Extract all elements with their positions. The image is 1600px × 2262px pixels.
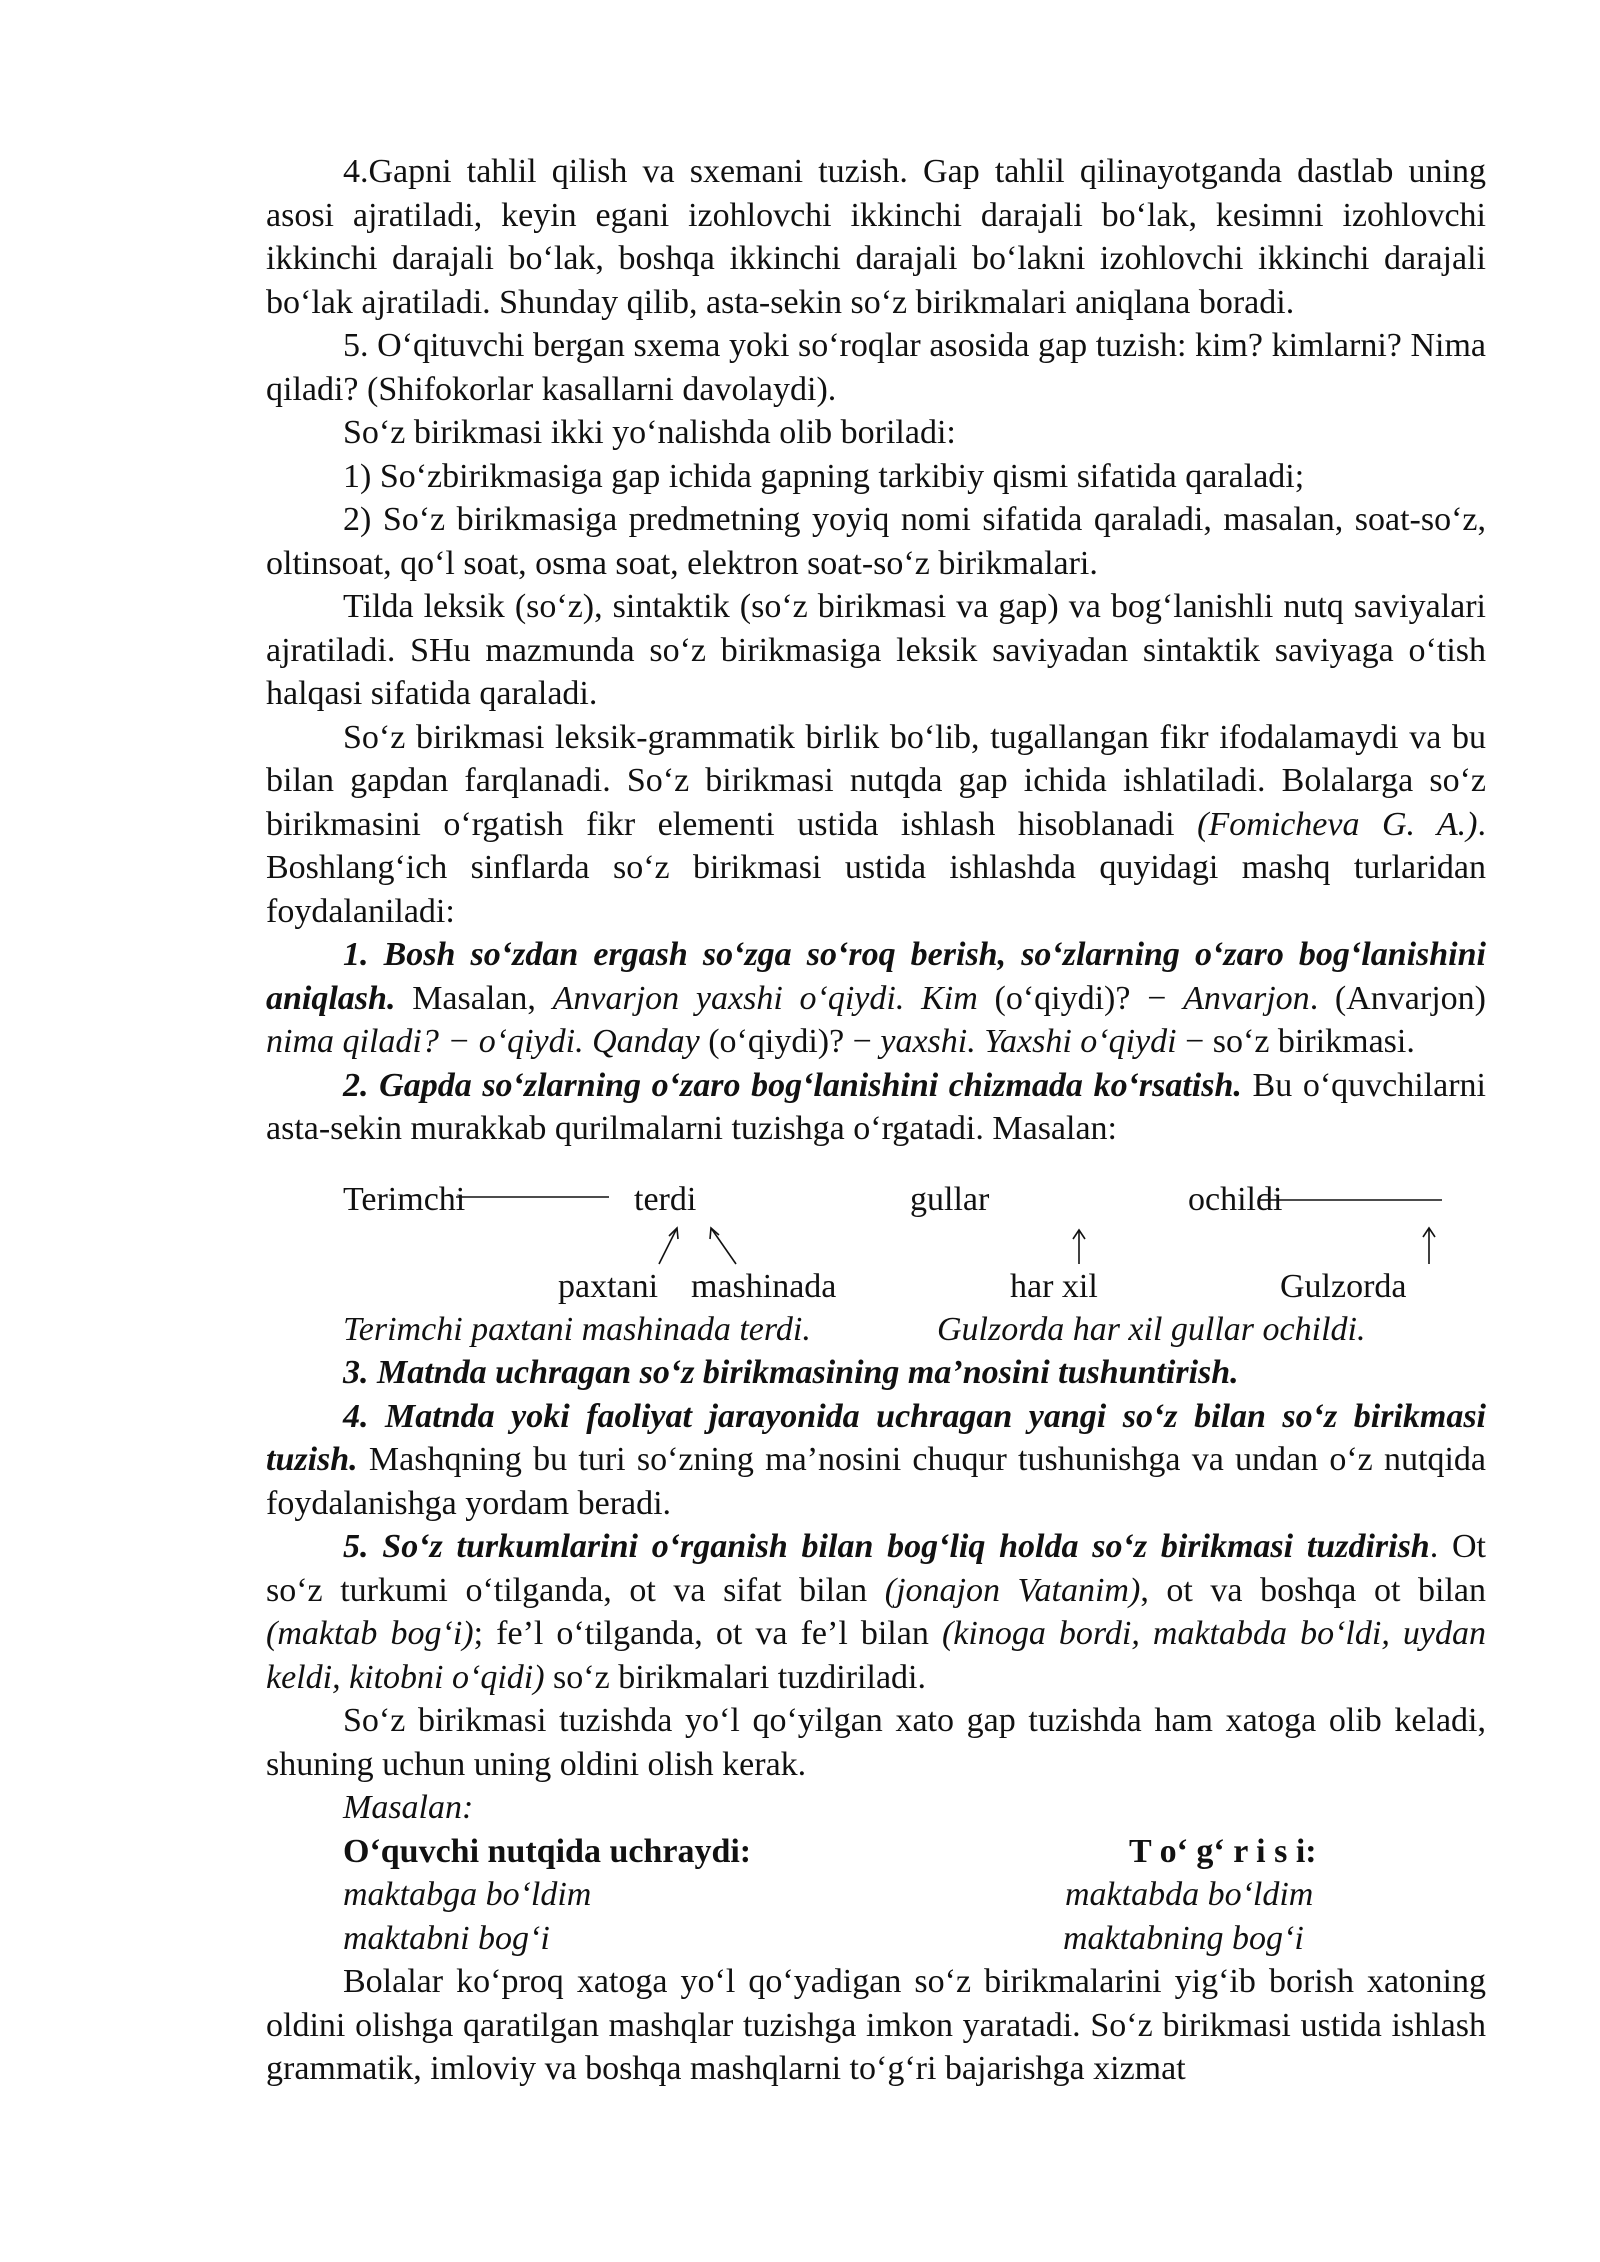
exercise-5-text: ; fe’l o‘tilganda, ot va fe’l bilan [473, 1615, 942, 1652]
paragraph-4: 1) So‘zbirikmasiga gap ichida gapning tarkibiy qismi sifatida qaraladi; [343, 457, 1305, 495]
exercise-4-text: Mashqning bu turi so‘zning ma’nosini chuqur tushunishga va undan o‘z nutqida foydalanishga yordam beradi. [266, 1441, 1486, 1522]
paragraph-1: 4.Gapni tahlil qilish va sxemani tuzish. Gap tahlil qilinayotganda dastlab uning asosi ajratiladi, keyin egani izohlovchi ikkinchi darajali bo‘lak, kesimni izohlovchi ikkinchi darajali bo‘lak, boshqa ikkinchi darajali bo‘lakni izohlovchi ikkinchi darajali bo‘lak ajratiladi. Shunday qilib, asta-sekin so‘z birikmalari aniqlana boradi. [266, 153, 1486, 321]
scheme-word-gulzorda: Gulzorda [1280, 1267, 1407, 1305]
exercise-1-text: − so‘z birikmasi. [1176, 1023, 1415, 1060]
masalan-label: Masalan: [343, 1789, 474, 1826]
scheme-connectors [266, 1178, 1486, 1308]
exercise-5-italic: (jonajon Vatanim) [884, 1571, 1141, 1609]
exercise-1 [266, 933, 1486, 1064]
scheme-word-ochildi: ochildi [1188, 1180, 1283, 1218]
exercise-5-italic: (maktab bog‘i) [266, 1615, 474, 1652]
paragraph-5: 2) So‘z birikmasiga predmetning yoyiq nomi sifatida qaraladi, masalan, soat-so‘z, oltinsoat, qo‘l soat, osma soat, elektron soat-so‘z birikmalari. [266, 501, 1486, 582]
exercise-4-heading: 4. Matnda yoki faoliyat jarayonida uchragan yangi so‘z bilan so‘z birikmasi tuzish. [266, 1397, 1486, 1478]
exercise-2-heading: 2. Gapda so‘zlarning o‘zaro bog‘lanishini chizmada ko‘rsatish. [343, 1066, 1242, 1104]
exercise-1-italic: nima qiladi? − o‘qiydi. Qanday [266, 1023, 700, 1060]
paragraph-2: 5. O‘qituvchi bergan sxema yoki so‘roqlar asosida gap tuzish: kim? kimlarni? Nima qiladi? (Shifokorlar kasallarni davolaydi). [266, 327, 1486, 408]
wrong-form: maktabni bog‘i [343, 1919, 550, 1957]
exercise-1-heading: 1. Bosh so‘zdan ergash so‘zga so‘roq berish, so‘zlarning o‘zaro bog‘lanishini aniqlash. [266, 936, 1486, 1017]
exercise-4 [266, 1395, 1486, 1526]
scheme-word-paxtani: paxtani [558, 1267, 659, 1305]
comparison-row [266, 1873, 1486, 1917]
exercise-5-text: so‘z birikmalari tuzdiriladi. [544, 1658, 926, 1696]
exercise-5 [266, 1525, 1486, 1699]
arrow-mashinada-terdi [711, 1228, 736, 1264]
paragraph-6: Tilda leksik (so‘z), sintaktik (so‘z birikmasi va gap) va bog‘lanishli nutq saviyalari ajratiladi. SHu mazmunda so‘z birikmasiga leksik saviyadan sintaktik saviyaga o‘tish halqasi sifatida qaraladi. [266, 588, 1486, 712]
paragraph-7 [266, 716, 1486, 934]
exercise-1-italic: yaxshi. Yaxshi o‘qiydi [880, 1023, 1177, 1060]
exercise-5-text: . Ot so‘z turkumi o‘tilganda, ot va sifat bilan [266, 1528, 1486, 1609]
comparison-row [266, 1917, 1486, 1961]
exercise-3 [266, 1351, 1486, 1395]
scheme-word-gullar: gullar [910, 1180, 990, 1218]
paragraph-8: So‘z birikmasi tuzishda yo‘l qo‘yilgan xato gap tuzishda ham xatoga olib keladi, shuning uchun uning oldini olish kerak. [266, 1702, 1486, 1783]
scheme-sentences [266, 1308, 1486, 1352]
exercise-2-text: Bu o‘quvchilarni asta-sekin murakkab qurilmalarni tuzishga o‘rgatadi. Masalan: [266, 1066, 1487, 1147]
citation: (Fomicheva G. A.) [1197, 805, 1478, 843]
exercise-1-italic: Anvarjon yaxshi o‘qiydi. Kim [552, 979, 978, 1017]
scheme-word-har-xil: har xil [1010, 1267, 1098, 1305]
wrong-column-header: O‘quvchi nutqida uchraydi: [343, 1832, 752, 1870]
correct-column-header: T o‘ g‘ r i s i: [1129, 1832, 1317, 1870]
arrow-paxtani-terdi [659, 1228, 677, 1264]
scheme-sentence-2: Gulzorda har xil gullar ochildi. [937, 1310, 1366, 1348]
wrong-form: maktabga bo‘ldim [343, 1876, 592, 1913]
exercise-1-text: . (Anvarjon) [1309, 979, 1486, 1017]
exercise-1-text: (o‘qiydi)? − [977, 979, 1184, 1017]
exercise-1-text: Masalan, [395, 979, 553, 1017]
paragraph-7-text-b: . Boshlang‘ich sinflarda so‘z birikmasi ustida ishlashda quyidagi mashq turlaridan foydalaniladi: [266, 805, 1486, 930]
exercise-5-italic: (kinoga bordi, maktabda bo‘ldi, uydan keldi, kitobni o‘qidi) [266, 1615, 1486, 1696]
paragraph-9: Bolalar ko‘proq xatoga yo‘l qo‘yadigan so‘z birikmalarini yig‘ib borish xatoning oldini olishga qaratilgan mashqlar tuzishga imkon yaratadi. So‘z birikmasi ustida ishlash grammatik, imloviy va boshqa mashqlarni to‘g‘ri bajarishga xizmat [266, 1963, 1486, 2087]
exercise-3-heading: 3. Matnda uchragan so‘z birikmasining ma’nosini tushuntirish. [343, 1354, 1239, 1391]
paragraph-3: So‘z birikmasi ikki yo‘nalishda olib boriladi: [343, 414, 956, 451]
exercise-2 [266, 1064, 1486, 1151]
paragraph-7-text-a: So‘z birikmasi leksik-grammatik birlik bo‘lib, tugallangan fikr ifodalamaydi va bu bilan gapdan farqlanadi. So‘z birikmasi nutqda gap ichida ishlatiladi. Bolalarga so‘z birikmasini o‘rgatish fikr elementi ustida ishlash hisoblanadi [266, 718, 1486, 843]
document-body [266, 150, 1486, 2091]
scheme-sentence-1: Terimchi paxtani mashinada terdi. [343, 1310, 811, 1348]
exercise-5-heading: 5. So‘z turkumlarini o‘rganish bilan bog‘liq holda so‘z birikmasi tuzdirish [343, 1528, 1430, 1565]
exercise-1-italic: Anvarjon [1183, 979, 1310, 1017]
scheme-word-terimchi: Terimchi [343, 1180, 466, 1218]
sentence-scheme [266, 1178, 1486, 1308]
correct-form: maktabning bog‘i [1063, 1919, 1304, 1957]
scheme-word-terdi: terdi [634, 1180, 697, 1218]
comparison-header [266, 1830, 1486, 1874]
correct-form: maktabda bo‘ldim [1065, 1876, 1314, 1913]
scheme-word-mashinada: mashinada [691, 1267, 837, 1305]
exercise-5-text: , ot va boshqa ot bilan [1140, 1571, 1486, 1609]
exercise-1-text: (o‘qiydi)? − [699, 1023, 881, 1060]
